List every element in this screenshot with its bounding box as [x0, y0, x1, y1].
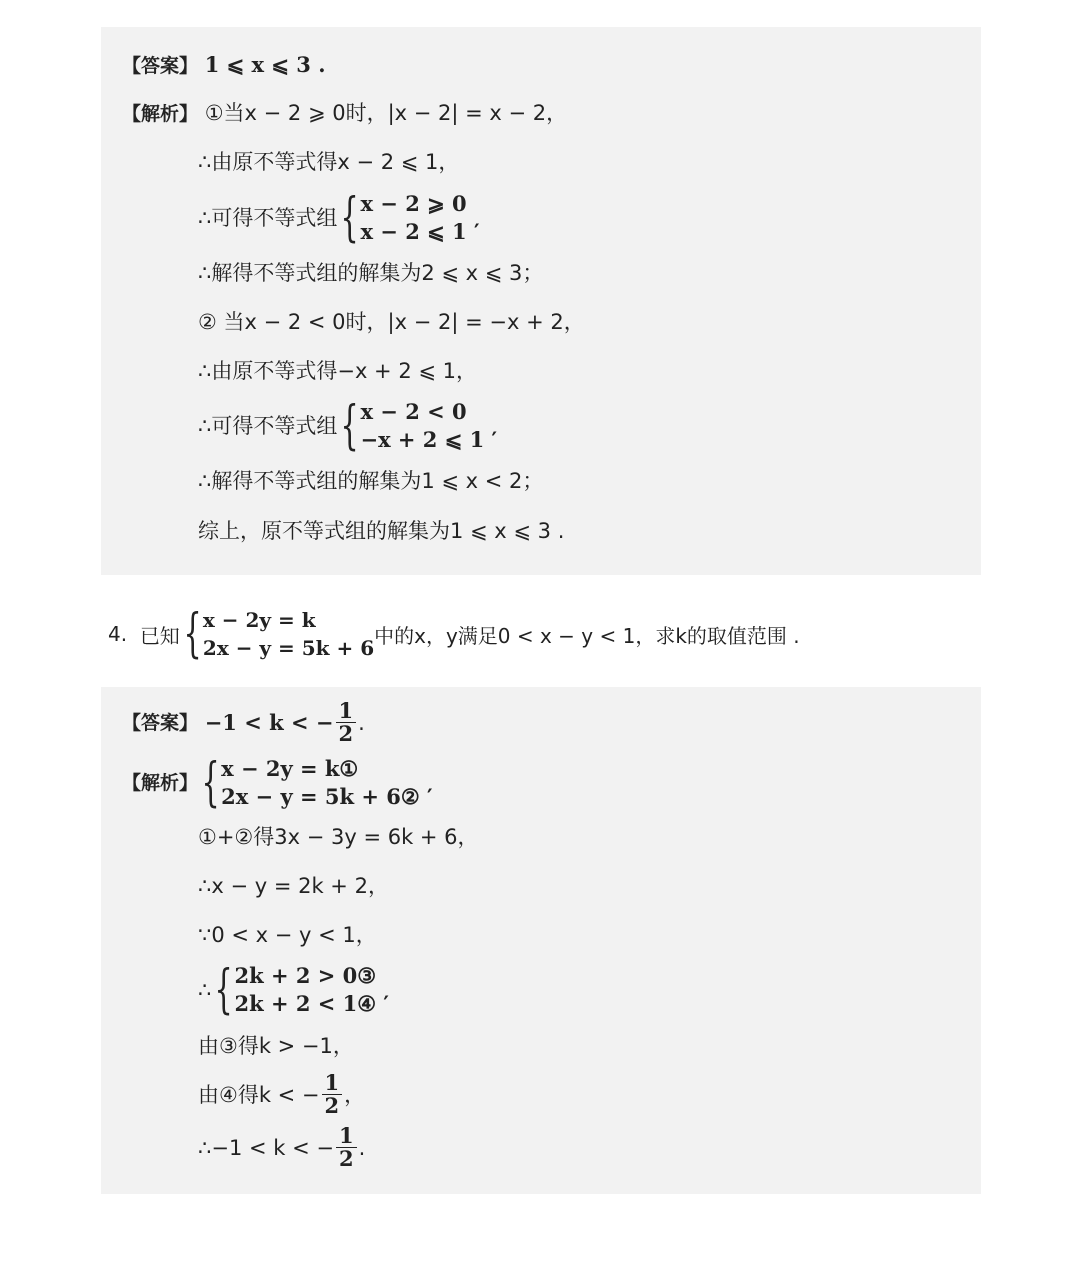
analysis-step: ①+②得3x − 3y = 6k + 6， [198, 825, 479, 849]
analysis-step: ∴x − y = 2k + 2， [198, 874, 389, 898]
system-row: x − 2y = k [202, 608, 316, 632]
analysis-step-fraction: 由④得k < − $\frac{1}{2}$ ， [198, 1070, 366, 1118]
left-brace-icon: { [340, 396, 360, 456]
system-row: x − 2 ⩽ 1 ′ [360, 219, 480, 244]
left-brace-icon: { [201, 753, 220, 813]
system-row: x − 2 ⩾ 0 [360, 191, 467, 216]
analysis-step: ∵0 < x − y < 1， [198, 923, 377, 947]
analysis-step: ∴解得不等式组的解集为2 ⩽ x ⩽ 3； [198, 261, 544, 285]
analysis-line-1 [122, 99, 567, 128]
therefore-symbol: ∴ [198, 978, 212, 1002]
analysis-label: 【解析】 [122, 772, 199, 794]
analysis-line-2 [122, 755, 433, 811]
system-row: 2x − y = 5k + 6② ′ [221, 784, 433, 809]
system-row: 2k + 2 > 0③ [234, 963, 377, 988]
left-brace-icon: { [183, 604, 202, 664]
analysis-step: ∴可得不等式组 [198, 414, 338, 438]
question-4 [108, 606, 800, 662]
system-row: 2k + 2 < 1④ ′ [234, 991, 389, 1016]
fraction: $\frac{1}{2}$ [336, 700, 357, 745]
analysis-step: 综上，原不等式组的解集为1 ⩽ x ⩽ 3 . [198, 519, 565, 543]
inequality-system [198, 398, 497, 454]
fraction: $\frac{1}{2}$ [322, 1072, 343, 1117]
analysis-system-line [198, 398, 497, 454]
analysis-system-line [198, 190, 480, 246]
system-row: 2x − y = 5k + 6 [202, 636, 375, 660]
left-brace-icon: { [340, 188, 360, 248]
left-brace-icon: { [214, 960, 234, 1020]
answer-line-2: 【答案】 −1 < k < − $\frac{1}{2}$ . [122, 698, 365, 746]
question-suffix: 中的x，y满足0 < x − y < 1，求k的取值范围 . [374, 623, 800, 648]
analysis-step: ①当x − 2 ⩾ 0时，|x − 2| = x − 2， [204, 101, 568, 125]
analysis-step: ∴由原不等式得−x + 2 ⩽ 1， [198, 359, 477, 383]
answer-value: −1 < k < − [204, 709, 334, 735]
analysis-step: 由③得k > −1， [198, 1034, 354, 1058]
inequality-system [198, 190, 480, 246]
analysis-system-line [198, 962, 389, 1018]
answer-line-1 [122, 51, 326, 80]
analysis-step-fraction: ∴−1 < k < − $\frac{1}{2}$ . [198, 1123, 366, 1171]
system-row: x − 2y = k① [221, 756, 359, 781]
system-row: x − 2 < 0 [360, 399, 467, 424]
analysis-step: ∴可得不等式组 [198, 206, 338, 230]
answer-value: 1 ⩽ x ⩽ 3 . [204, 52, 326, 77]
answer-label: 【答案】 [122, 55, 199, 77]
analysis-label: 【解析】 [122, 103, 199, 125]
fraction: $\frac{1}{2}$ [336, 1125, 357, 1170]
question-prefix: 已知 [139, 623, 180, 648]
question-number: 4. [108, 622, 128, 646]
analysis-step: ∴由原不等式得x − 2 ⩽ 1， [198, 150, 460, 174]
answer-label: 【答案】 [122, 711, 199, 734]
system-row: −x + 2 ⩽ 1 ′ [360, 427, 498, 452]
analysis-step: ∴解得不等式组的解集为1 ⩽ x < 2； [198, 469, 544, 493]
analysis-step: ② 当x − 2 < 0时，|x − 2| = −x + 2， [198, 310, 585, 334]
